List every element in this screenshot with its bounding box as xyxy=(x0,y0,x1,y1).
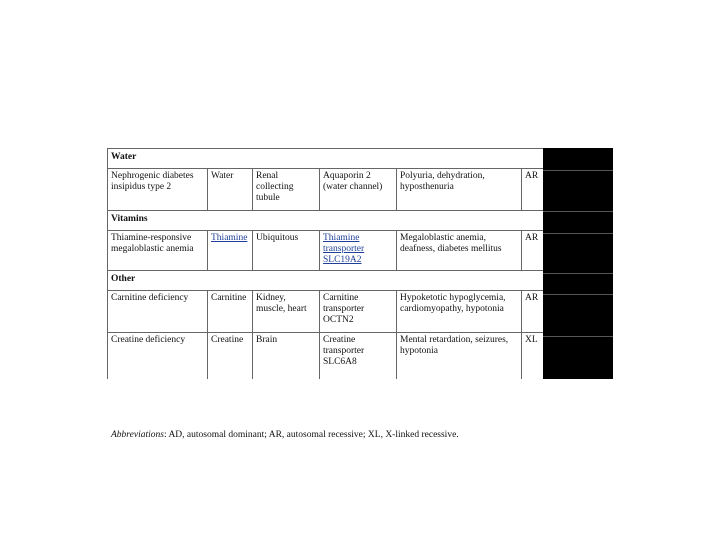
disorder-cell: Creatine deficiency xyxy=(108,333,208,380)
transporter-cell xyxy=(320,231,397,271)
substrate-cell: Carnitine xyxy=(208,291,253,333)
tissue-cell: Kidney, muscle, heart xyxy=(253,291,320,333)
section-header-row xyxy=(108,211,544,231)
transporter-cell: Creatine transporter SLC6A8 xyxy=(320,333,397,380)
tissue-cell: Renal collecting tubule xyxy=(253,169,320,211)
abbreviations-footnote xyxy=(111,430,459,440)
disorders-table xyxy=(107,148,544,379)
inheritance-cell: AR xyxy=(522,291,544,333)
thiamine-link[interactable]: Thiamine xyxy=(211,233,248,243)
section-header-row xyxy=(108,149,544,169)
symptoms-cell: Mental retardation, seizures, hypotonia xyxy=(397,333,522,380)
table-row xyxy=(108,333,544,380)
tissue-cell: Ubiquitous xyxy=(253,231,320,271)
table-row xyxy=(108,169,544,211)
tissue-cell: Brain xyxy=(253,333,320,380)
inheritance-cell: AR xyxy=(522,231,544,271)
disorder-cell: Carnitine deficiency xyxy=(108,291,208,333)
inheritance-cell: XL xyxy=(522,333,544,380)
table-row xyxy=(108,231,544,271)
thiamine-transporter-link[interactable]: Thiamine transporter SLC19A2 xyxy=(323,233,365,265)
disorder-cell: Nephrogenic diabetes insipidus type 2 xyxy=(108,169,208,211)
strip-divider xyxy=(543,294,613,295)
footnote-text: : AD, autosomal dominant; AR, autosomal recessive; XL, X-linked recessive. xyxy=(163,430,459,440)
strip-divider xyxy=(543,211,613,212)
section-title: Vitamins xyxy=(108,211,544,231)
transporter-cell: Aquaporin 2 (water channel) xyxy=(320,169,397,211)
table-row xyxy=(108,291,544,333)
symptoms-cell: Hypoketotic hypoglycemia, cardiomyopathy, hypotonia xyxy=(397,291,522,333)
transporter-cell: Carnitine transporter OCTN2 xyxy=(320,291,397,333)
symptoms-cell: Polyuria, dehydration, hyposthenuria xyxy=(397,169,522,211)
strip-divider xyxy=(543,170,613,171)
strip-divider xyxy=(543,336,613,337)
strip-divider xyxy=(543,233,613,234)
section-title: Water xyxy=(108,149,544,169)
footnote-label: Abbreviations xyxy=(111,430,164,440)
section-title: Other xyxy=(108,271,544,291)
substrate-cell: Water xyxy=(208,169,253,211)
redacted-column-strip xyxy=(543,148,613,379)
symptoms-cell: Megaloblastic anemia, deafness, diabetes mellitus xyxy=(397,231,522,271)
inheritance-cell: AR xyxy=(522,169,544,211)
section-header-row xyxy=(108,271,544,291)
disorder-cell: Thiamine-responsive megaloblastic anemia xyxy=(108,231,208,271)
strip-divider xyxy=(543,273,613,274)
substrate-cell: Creatine xyxy=(208,333,253,380)
substrate-cell xyxy=(208,231,253,271)
